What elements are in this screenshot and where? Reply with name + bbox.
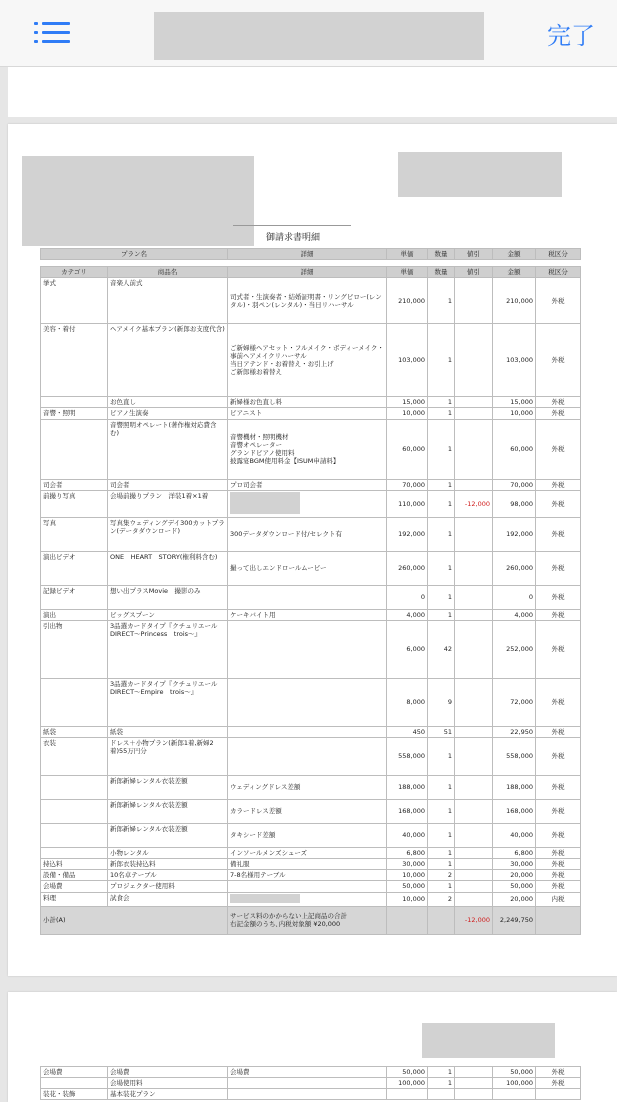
table-row bbox=[41, 848, 581, 859]
category-cell bbox=[41, 397, 108, 408]
plan-header-row bbox=[41, 249, 581, 260]
tax-type-cell: 外税 bbox=[536, 397, 581, 408]
table-row bbox=[41, 408, 581, 419]
unit-price-cell: 558,000 bbox=[387, 738, 428, 776]
quantity-cell: 1 bbox=[428, 609, 455, 620]
item-name-cell: プロジェクター使用料 bbox=[108, 881, 228, 892]
item-name-cell: ヘアメイク基本プラン(新郎お支度代含) bbox=[108, 324, 228, 397]
tax-type-cell: 外税 bbox=[536, 551, 581, 585]
quantity-cell: 1 bbox=[428, 848, 455, 859]
table-row bbox=[41, 397, 581, 408]
table-row bbox=[41, 738, 581, 776]
table-row bbox=[41, 585, 581, 609]
unit-price-cell: 4,000 bbox=[387, 609, 428, 620]
amount-cell: 103,000 bbox=[493, 324, 536, 397]
detail-cell bbox=[228, 585, 387, 609]
unit-price-cell: 188,000 bbox=[387, 776, 428, 800]
unit-price-cell: 8,000 bbox=[387, 678, 428, 726]
category-cell bbox=[41, 1078, 108, 1089]
detail-cell: ウェディングドレス差額 bbox=[228, 776, 387, 800]
detail-cell: プロ司会者 bbox=[228, 479, 387, 490]
discount-cell bbox=[455, 726, 493, 737]
discount-header: 値引 bbox=[455, 267, 493, 278]
item-name-cell: 会場費 bbox=[108, 1067, 228, 1078]
tax-type-cell: 外税 bbox=[536, 490, 581, 517]
amount-cell: 50,000 bbox=[493, 1067, 536, 1078]
amount-cell: 188,000 bbox=[493, 776, 536, 800]
quantity-cell: 1 bbox=[428, 859, 455, 870]
quantity-cell: 1 bbox=[428, 800, 455, 824]
discount-cell bbox=[455, 551, 493, 585]
item-name-cell: 3品選カードタイプ『クチュリエール DIRECT〜Princess trois〜』 bbox=[108, 620, 228, 678]
detail-cell: 備礼服 bbox=[228, 859, 387, 870]
detail-header: 詳細 bbox=[228, 267, 387, 278]
unit-price-cell: 10,000 bbox=[387, 408, 428, 419]
table-row bbox=[41, 1078, 581, 1089]
tax-type-cell: 外税 bbox=[536, 620, 581, 678]
amount-cell: 20,000 bbox=[493, 892, 536, 906]
quantity-cell: 2 bbox=[428, 870, 455, 881]
item-name-cell: ピアノ生演奏 bbox=[108, 408, 228, 419]
unit-price-cell: 60,000 bbox=[387, 419, 428, 479]
redacted-document-title bbox=[154, 12, 484, 60]
detail-cell: 音響機材・照明機材 音響オペレーター グランドピアノ使用料 披露宴BGM使用料金【ISUM申請料】 bbox=[228, 419, 387, 479]
table-row bbox=[41, 324, 581, 397]
detail-cell: 300データダウンロード付/セレクト有 bbox=[228, 517, 387, 551]
discount-cell bbox=[455, 479, 493, 490]
detail-cell bbox=[228, 726, 387, 737]
tax-type-cell: 外税 bbox=[536, 479, 581, 490]
quantity-cell: 1 bbox=[428, 278, 455, 324]
discount-cell bbox=[455, 881, 493, 892]
quantity-cell: 1 bbox=[428, 585, 455, 609]
category-cell: 持込料 bbox=[41, 859, 108, 870]
amount-cell bbox=[493, 1089, 536, 1100]
plan-qty-header: 数量 bbox=[428, 249, 455, 260]
quantity-cell: 2 bbox=[428, 892, 455, 906]
quantity-cell: 9 bbox=[428, 678, 455, 726]
item-name-cell: 小物レンタル bbox=[108, 848, 228, 859]
amount-header: 金額 bbox=[493, 267, 536, 278]
item-name-cell: 音響照明オペレート(著作権対応費含む) bbox=[108, 419, 228, 479]
detail-cell: 撮って出しエンドロールムービー bbox=[228, 551, 387, 585]
tax-type-cell: 外税 bbox=[536, 408, 581, 419]
plan-tax-header: 税区分 bbox=[536, 249, 581, 260]
category-cell: 前撮り写真 bbox=[41, 490, 108, 517]
unit-price-cell: 260,000 bbox=[387, 551, 428, 585]
tax-type-cell: 外税 bbox=[536, 881, 581, 892]
detail-cell: インソールメンズシューズ bbox=[228, 848, 387, 859]
category-cell: 演出ビデオ bbox=[41, 551, 108, 585]
discount-cell bbox=[455, 419, 493, 479]
plan-detail-header: 詳細 bbox=[228, 249, 387, 260]
discount-cell bbox=[455, 776, 493, 800]
unit-price-cell: 103,000 bbox=[387, 324, 428, 397]
category-cell: 記録ビデオ bbox=[41, 585, 108, 609]
item-name-cell: ビッグスプーン bbox=[108, 609, 228, 620]
document-title: 御請求書明細 bbox=[265, 233, 320, 243]
unit-price-cell: 10,000 bbox=[387, 870, 428, 881]
subtotal-unit-cell bbox=[387, 906, 428, 934]
item-name-cell: 新郎衣装持込料 bbox=[108, 859, 228, 870]
quantity-cell: 1 bbox=[428, 881, 455, 892]
quantity-cell: 1 bbox=[428, 551, 455, 585]
detail-cell bbox=[228, 881, 387, 892]
category-cell bbox=[41, 848, 108, 859]
unit-price-cell: 110,000 bbox=[387, 490, 428, 517]
table-row bbox=[41, 419, 581, 479]
quantity-cell: 1 bbox=[428, 419, 455, 479]
discount-cell bbox=[455, 800, 493, 824]
tax-type-cell: 外税 bbox=[536, 419, 581, 479]
unit-price-cell: 50,000 bbox=[387, 881, 428, 892]
item-name-cell: お色直し bbox=[108, 397, 228, 408]
quantity-cell: 1 bbox=[428, 1078, 455, 1089]
list-menu-icon[interactable] bbox=[34, 20, 70, 46]
table-row bbox=[41, 551, 581, 585]
discount-cell bbox=[455, 585, 493, 609]
category-cell: 紙袋 bbox=[41, 726, 108, 737]
amount-cell: 168,000 bbox=[493, 800, 536, 824]
detail-cell: 7-8名様用テーブル bbox=[228, 870, 387, 881]
discount-cell bbox=[455, 824, 493, 848]
unit-price-cell: 70,000 bbox=[387, 479, 428, 490]
table-row bbox=[41, 881, 581, 892]
document-page-1 bbox=[8, 124, 617, 976]
unit-price-cell: 100,000 bbox=[387, 1078, 428, 1089]
amount-cell: 20,000 bbox=[493, 870, 536, 881]
amount-cell: 252,000 bbox=[493, 620, 536, 678]
category-cell: 装花・装飾 bbox=[41, 1089, 108, 1100]
redacted-address-block bbox=[22, 156, 254, 246]
category-cell: 演出 bbox=[41, 609, 108, 620]
tax-type-cell: 外税 bbox=[536, 800, 581, 824]
item-name-cell: 会場使用料 bbox=[108, 1078, 228, 1089]
category-cell bbox=[41, 800, 108, 824]
unit-price-cell: 40,000 bbox=[387, 824, 428, 848]
amount-cell: 40,000 bbox=[493, 824, 536, 848]
detail-cell: 会場費 bbox=[228, 1067, 387, 1078]
subtotal-qty-cell bbox=[428, 906, 455, 934]
item-name-cell: ドレス＋小物プラン(新郎1着,新婦2着)55万円分 bbox=[108, 738, 228, 776]
subtotal-row bbox=[41, 906, 581, 934]
discount-cell bbox=[455, 278, 493, 324]
amount-cell: 22,950 bbox=[493, 726, 536, 737]
table-row bbox=[41, 278, 581, 324]
tax-type-cell bbox=[536, 1089, 581, 1100]
invoice-detail-table-page-2 bbox=[40, 1066, 581, 1100]
discount-cell bbox=[455, 517, 493, 551]
subtotal-note: サービス料のかからない上記商品の合計 右記金額のうち､内税対象額 ¥20,000 bbox=[228, 906, 387, 934]
item-name-cell: 3品選カードタイプ『クチュリエール DIRECT〜Empire trois〜』 bbox=[108, 678, 228, 726]
item-name-cell: 写真集ウェディングデイ300カットプラン(データダウンロード) bbox=[108, 517, 228, 551]
detail-cell: 司式者・生演奏者・結婚証明書・リングピロー(レンタル)・羽ペン(レンタル)・当日リハーサル bbox=[228, 278, 387, 324]
unit-price-cell: 6,000 bbox=[387, 620, 428, 678]
previous-page-bottom bbox=[8, 67, 617, 117]
tax-type-cell: 外税 bbox=[536, 776, 581, 800]
table-row bbox=[41, 678, 581, 726]
item-name-cell: ONE HEART STORY(権利料含む) bbox=[108, 551, 228, 585]
tax-type-cell: 外税 bbox=[536, 859, 581, 870]
redacted-detail bbox=[230, 492, 300, 514]
category-cell: 司会者 bbox=[41, 479, 108, 490]
invoice-detail-table bbox=[40, 248, 581, 935]
amount-cell: 72,000 bbox=[493, 678, 536, 726]
category-cell: 音響・照明 bbox=[41, 408, 108, 419]
discount-cell bbox=[455, 1089, 493, 1100]
unit-price-cell: 168,000 bbox=[387, 800, 428, 824]
redacted-detail bbox=[230, 894, 300, 903]
category-cell: 写真 bbox=[41, 517, 108, 551]
item-name-cell: 音楽人前式 bbox=[108, 278, 228, 324]
detail-cell bbox=[228, 1089, 387, 1100]
tax-type-cell: 外税 bbox=[536, 278, 581, 324]
table-row bbox=[41, 1067, 581, 1078]
discount-cell bbox=[455, 870, 493, 881]
detail-cell bbox=[228, 738, 387, 776]
discount-cell bbox=[455, 678, 493, 726]
table-row bbox=[41, 726, 581, 737]
top-navigation-bar bbox=[0, 0, 617, 67]
category-cell: 設備・備品 bbox=[41, 870, 108, 881]
subtotal-discount: -12,000 bbox=[455, 906, 493, 934]
discount-cell: -12,000 bbox=[455, 490, 493, 517]
tax-type-cell: 外税 bbox=[536, 585, 581, 609]
tax-type-cell: 外税 bbox=[536, 726, 581, 737]
quantity-cell: 1 bbox=[428, 517, 455, 551]
tax-type-cell: 外税 bbox=[536, 1078, 581, 1089]
table-row bbox=[41, 479, 581, 490]
category-cell bbox=[41, 678, 108, 726]
discount-cell bbox=[455, 859, 493, 870]
plan-discount-header: 値引 bbox=[455, 249, 493, 260]
redacted-logo-block bbox=[398, 152, 562, 197]
item-name-cell: 新郎新婦レンタル衣装差額 bbox=[108, 776, 228, 800]
tax-type-cell: 外税 bbox=[536, 678, 581, 726]
unit-price-cell bbox=[387, 1089, 428, 1100]
item-header: 商品名 bbox=[108, 267, 228, 278]
tax-type-cell: 外税 bbox=[536, 824, 581, 848]
amount-cell: 30,000 bbox=[493, 859, 536, 870]
table-row bbox=[41, 859, 581, 870]
tax-type-cell: 外税 bbox=[536, 517, 581, 551]
item-name-cell: 想い出プラスMovie 撮影のみ bbox=[108, 585, 228, 609]
table-row bbox=[41, 776, 581, 800]
tax-header: 税区分 bbox=[536, 267, 581, 278]
amount-cell: 98,000 bbox=[493, 490, 536, 517]
column-header-row bbox=[41, 267, 581, 278]
table-row bbox=[41, 800, 581, 824]
amount-cell: 100,000 bbox=[493, 1078, 536, 1089]
table-row bbox=[41, 870, 581, 881]
item-name-cell: 紙袋 bbox=[108, 726, 228, 737]
quantity-cell: 1 bbox=[428, 324, 455, 397]
detail-cell bbox=[228, 1078, 387, 1089]
category-cell: 挙式 bbox=[41, 278, 108, 324]
discount-cell bbox=[455, 1078, 493, 1089]
category-cell: 会場費 bbox=[41, 1067, 108, 1078]
detail-cell: ご新婦様ヘアセット・フルメイク・ボディーメイク・事前ヘアメイクリハーサル 当日アテンド・お着替え・お引上げ ご新郎様お着替え bbox=[228, 324, 387, 397]
detail-cell: タキシード差額 bbox=[228, 824, 387, 848]
amount-cell: 260,000 bbox=[493, 551, 536, 585]
document-page-2 bbox=[8, 992, 617, 1102]
amount-cell: 4,000 bbox=[493, 609, 536, 620]
unit-price-cell: 50,000 bbox=[387, 1067, 428, 1078]
quantity-cell: 51 bbox=[428, 726, 455, 737]
table-row bbox=[41, 620, 581, 678]
table-row bbox=[41, 824, 581, 848]
amount-cell: 558,000 bbox=[493, 738, 536, 776]
amount-cell: 210,000 bbox=[493, 278, 536, 324]
item-name-cell: 会場前撮りプラン 洋装1着×1着 bbox=[108, 490, 228, 517]
discount-cell bbox=[455, 397, 493, 408]
unit-header: 単価 bbox=[387, 267, 428, 278]
redacted-header-block bbox=[422, 1023, 555, 1058]
table-row bbox=[41, 892, 581, 906]
detail-cell bbox=[228, 490, 387, 517]
item-name-cell: 新郎新婦レンタル衣装差額 bbox=[108, 800, 228, 824]
discount-cell bbox=[455, 324, 493, 397]
quantity-cell: 42 bbox=[428, 620, 455, 678]
tax-type-cell: 外税 bbox=[536, 324, 581, 397]
unit-price-cell: 10,000 bbox=[387, 892, 428, 906]
item-name-cell: 新郎新婦レンタル衣装差額 bbox=[108, 824, 228, 848]
tax-type-cell: 外税 bbox=[536, 1067, 581, 1078]
tax-type-cell: 外税 bbox=[536, 870, 581, 881]
discount-cell bbox=[455, 620, 493, 678]
discount-cell bbox=[455, 892, 493, 906]
unit-price-cell: 6,800 bbox=[387, 848, 428, 859]
plan-unit-header: 単価 bbox=[387, 249, 428, 260]
discount-cell bbox=[455, 848, 493, 859]
qty-header: 数量 bbox=[428, 267, 455, 278]
discount-cell bbox=[455, 1067, 493, 1078]
subtotal-label: 小計(A) bbox=[41, 906, 228, 934]
quantity-cell: 1 bbox=[428, 408, 455, 419]
detail-cell bbox=[228, 620, 387, 678]
amount-cell: 0 bbox=[493, 585, 536, 609]
category-cell bbox=[41, 776, 108, 800]
unit-price-cell: 192,000 bbox=[387, 517, 428, 551]
done-button[interactable]: 完了 bbox=[547, 22, 595, 50]
quantity-cell: 1 bbox=[428, 776, 455, 800]
table-row bbox=[41, 1089, 581, 1100]
detail-cell: ピアニスト bbox=[228, 408, 387, 419]
detail-cell bbox=[228, 678, 387, 726]
subtotal-tax-cell bbox=[536, 906, 581, 934]
table-row bbox=[41, 490, 581, 517]
category-cell: 美容・着付 bbox=[41, 324, 108, 397]
detail-cell bbox=[228, 892, 387, 906]
amount-cell: 192,000 bbox=[493, 517, 536, 551]
tax-type-cell: 外税 bbox=[536, 848, 581, 859]
unit-price-cell: 450 bbox=[387, 726, 428, 737]
amount-cell: 70,000 bbox=[493, 479, 536, 490]
quantity-cell bbox=[428, 1089, 455, 1100]
quantity-cell: 1 bbox=[428, 397, 455, 408]
table-row bbox=[41, 609, 581, 620]
discount-cell bbox=[455, 738, 493, 776]
discount-cell bbox=[455, 609, 493, 620]
quantity-cell: 1 bbox=[428, 1067, 455, 1078]
quantity-cell: 1 bbox=[428, 479, 455, 490]
amount-cell: 15,000 bbox=[493, 397, 536, 408]
detail-cell: ケーキバイト用 bbox=[228, 609, 387, 620]
item-name-cell: 10名卓テーブル bbox=[108, 870, 228, 881]
discount-cell bbox=[455, 408, 493, 419]
category-cell: 会場費 bbox=[41, 881, 108, 892]
quantity-cell: 1 bbox=[428, 738, 455, 776]
item-name-cell: 司会者 bbox=[108, 479, 228, 490]
plan-amount-header: 金額 bbox=[493, 249, 536, 260]
unit-price-cell: 0 bbox=[387, 585, 428, 609]
title-underline bbox=[233, 225, 351, 226]
category-cell: 衣装 bbox=[41, 738, 108, 776]
unit-price-cell: 210,000 bbox=[387, 278, 428, 324]
category-cell bbox=[41, 824, 108, 848]
item-name-cell: 試食会 bbox=[108, 892, 228, 906]
category-cell: 料理 bbox=[41, 892, 108, 906]
tax-type-cell: 外税 bbox=[536, 609, 581, 620]
amount-cell: 10,000 bbox=[493, 408, 536, 419]
detail-cell: カラードレス差額 bbox=[228, 800, 387, 824]
amount-cell: 6,800 bbox=[493, 848, 536, 859]
unit-price-cell: 15,000 bbox=[387, 397, 428, 408]
category-cell bbox=[41, 419, 108, 479]
plan-name-header: プラン名 bbox=[41, 249, 228, 260]
item-name-cell: 基本装花プラン bbox=[108, 1089, 228, 1100]
category-header: カテゴリ bbox=[41, 267, 108, 278]
subtotal-amount: 2,249,750 bbox=[493, 906, 536, 934]
amount-cell: 60,000 bbox=[493, 419, 536, 479]
table-row bbox=[41, 517, 581, 551]
unit-price-cell: 30,000 bbox=[387, 859, 428, 870]
quantity-cell: 1 bbox=[428, 824, 455, 848]
detail-cell: 新婦様お色直し料 bbox=[228, 397, 387, 408]
amount-cell: 50,000 bbox=[493, 881, 536, 892]
category-cell: 引出物 bbox=[41, 620, 108, 678]
quantity-cell: 1 bbox=[428, 490, 455, 517]
tax-type-cell: 外税 bbox=[536, 738, 581, 776]
tax-type-cell: 内税 bbox=[536, 892, 581, 906]
